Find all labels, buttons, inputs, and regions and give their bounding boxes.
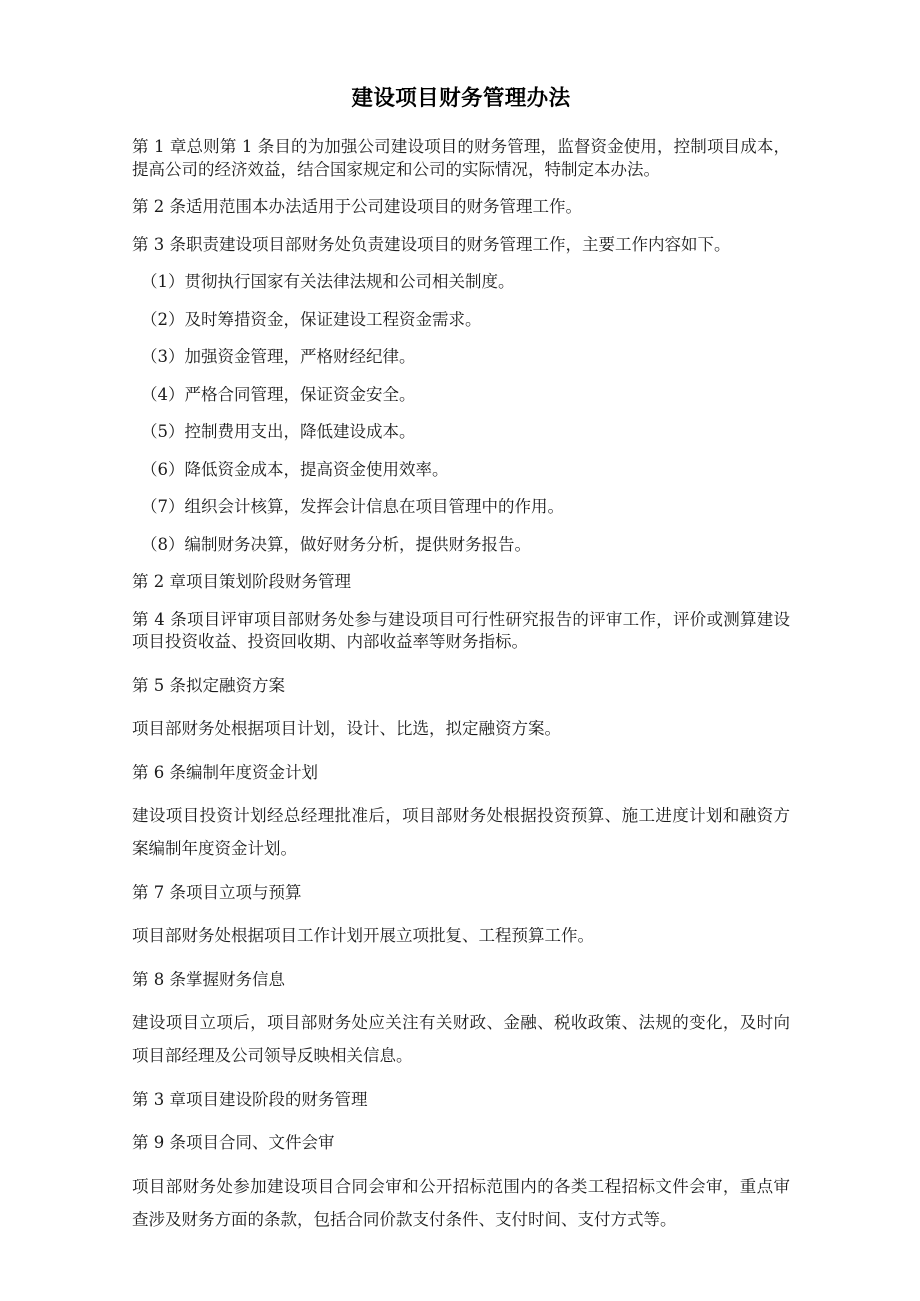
numbered-item: （5）控制费用支出，降低建设成本。 [141,422,416,441]
document-title: 建设项目财务管理办法 [351,86,571,111]
document-body [132,84,790,1246]
numbered-item: （7）组织会计核算，发挥会计信息在项目管理中的作用。 [141,497,564,516]
body-paragraph: 项目部财务处根据项目工作计划开展立项批复、工程预算工作。 [132,926,594,945]
clause-heading: 第 8 条掌握财务信息 [132,969,285,989]
clause-heading: 第 9 条项目合同、文件会审 [132,1133,335,1152]
numbered-item: （8）编制财务决算，做好财务分析，提供财务报告。 [141,534,531,554]
clause-heading: 第 5 条拟定融资方案 [132,675,285,695]
body-paragraph: 第 1 章总则第 1 条目的为加强公司建设项目的财务管理，监督资金使用，控制项目成本，提高公司的经济效益，结合国家规定和公司的实际情况，特制定本办法。 [132,137,790,179]
numbered-item: （3）加强资金管理，严格财经纪律。 [141,347,416,366]
numbered-item: （1）贯彻执行国家有关法律法规和公司相关制度。 [141,272,515,291]
clause-heading: 第 7 条项目立项与预算 [132,882,302,902]
body-paragraph: 第 2 章项目策划阶段财务管理 [132,572,351,591]
document-blocks [132,136,790,1236]
body-paragraph: 第 3 条职责建设项目部财务处负责建设项目的财务管理工作，主要工作内容如下。 [132,234,731,254]
clause-heading: 第 6 条编制年度资金计划 [132,762,318,782]
numbered-item: （4）严格合同管理，保证资金安全。 [141,384,416,404]
body-paragraph: 项目部财务处参加建设项目合同会审和公开招标范围内的各类工程招标文件会审，重点审查涉及财务方面的条款，包括合同价款支付条件、支付时间、支付方式等。 [132,1176,790,1229]
body-paragraph: 第 4 条项目评审项目部财务处参与建设项目可行性研究报告的评审工作，评价或测算建设项目投资收益、投资回收期、内部收益率等财务指标。 [132,609,790,651]
body-paragraph: 建设项目立项后，项目部财务处应关注有关财政、金融、税收政策、法规的变化，及时向项目部经理及公司领导反映相关信息。 [132,1013,790,1065]
body-paragraph: 第 2 条适用范围本办法适用于公司建设项目的财务管理工作。 [132,197,582,216]
body-paragraph: 项目部财务处根据项目计划，设计、比选，拟定融资方案。 [132,719,561,738]
clause-heading: 第 3 章项目建设阶段的财务管理 [132,1089,368,1109]
body-paragraph: 建设项目投资计划经总经理批准后，项目部财务处根据投资预算、施工进度计划和融资方案编制年度资金计划。 [132,806,790,858]
numbered-item: （2）及时筹措资金，保证建设工程资金需求。 [141,309,482,329]
numbered-item: （6）降低资金成本，提高资金使用效率。 [141,459,449,479]
